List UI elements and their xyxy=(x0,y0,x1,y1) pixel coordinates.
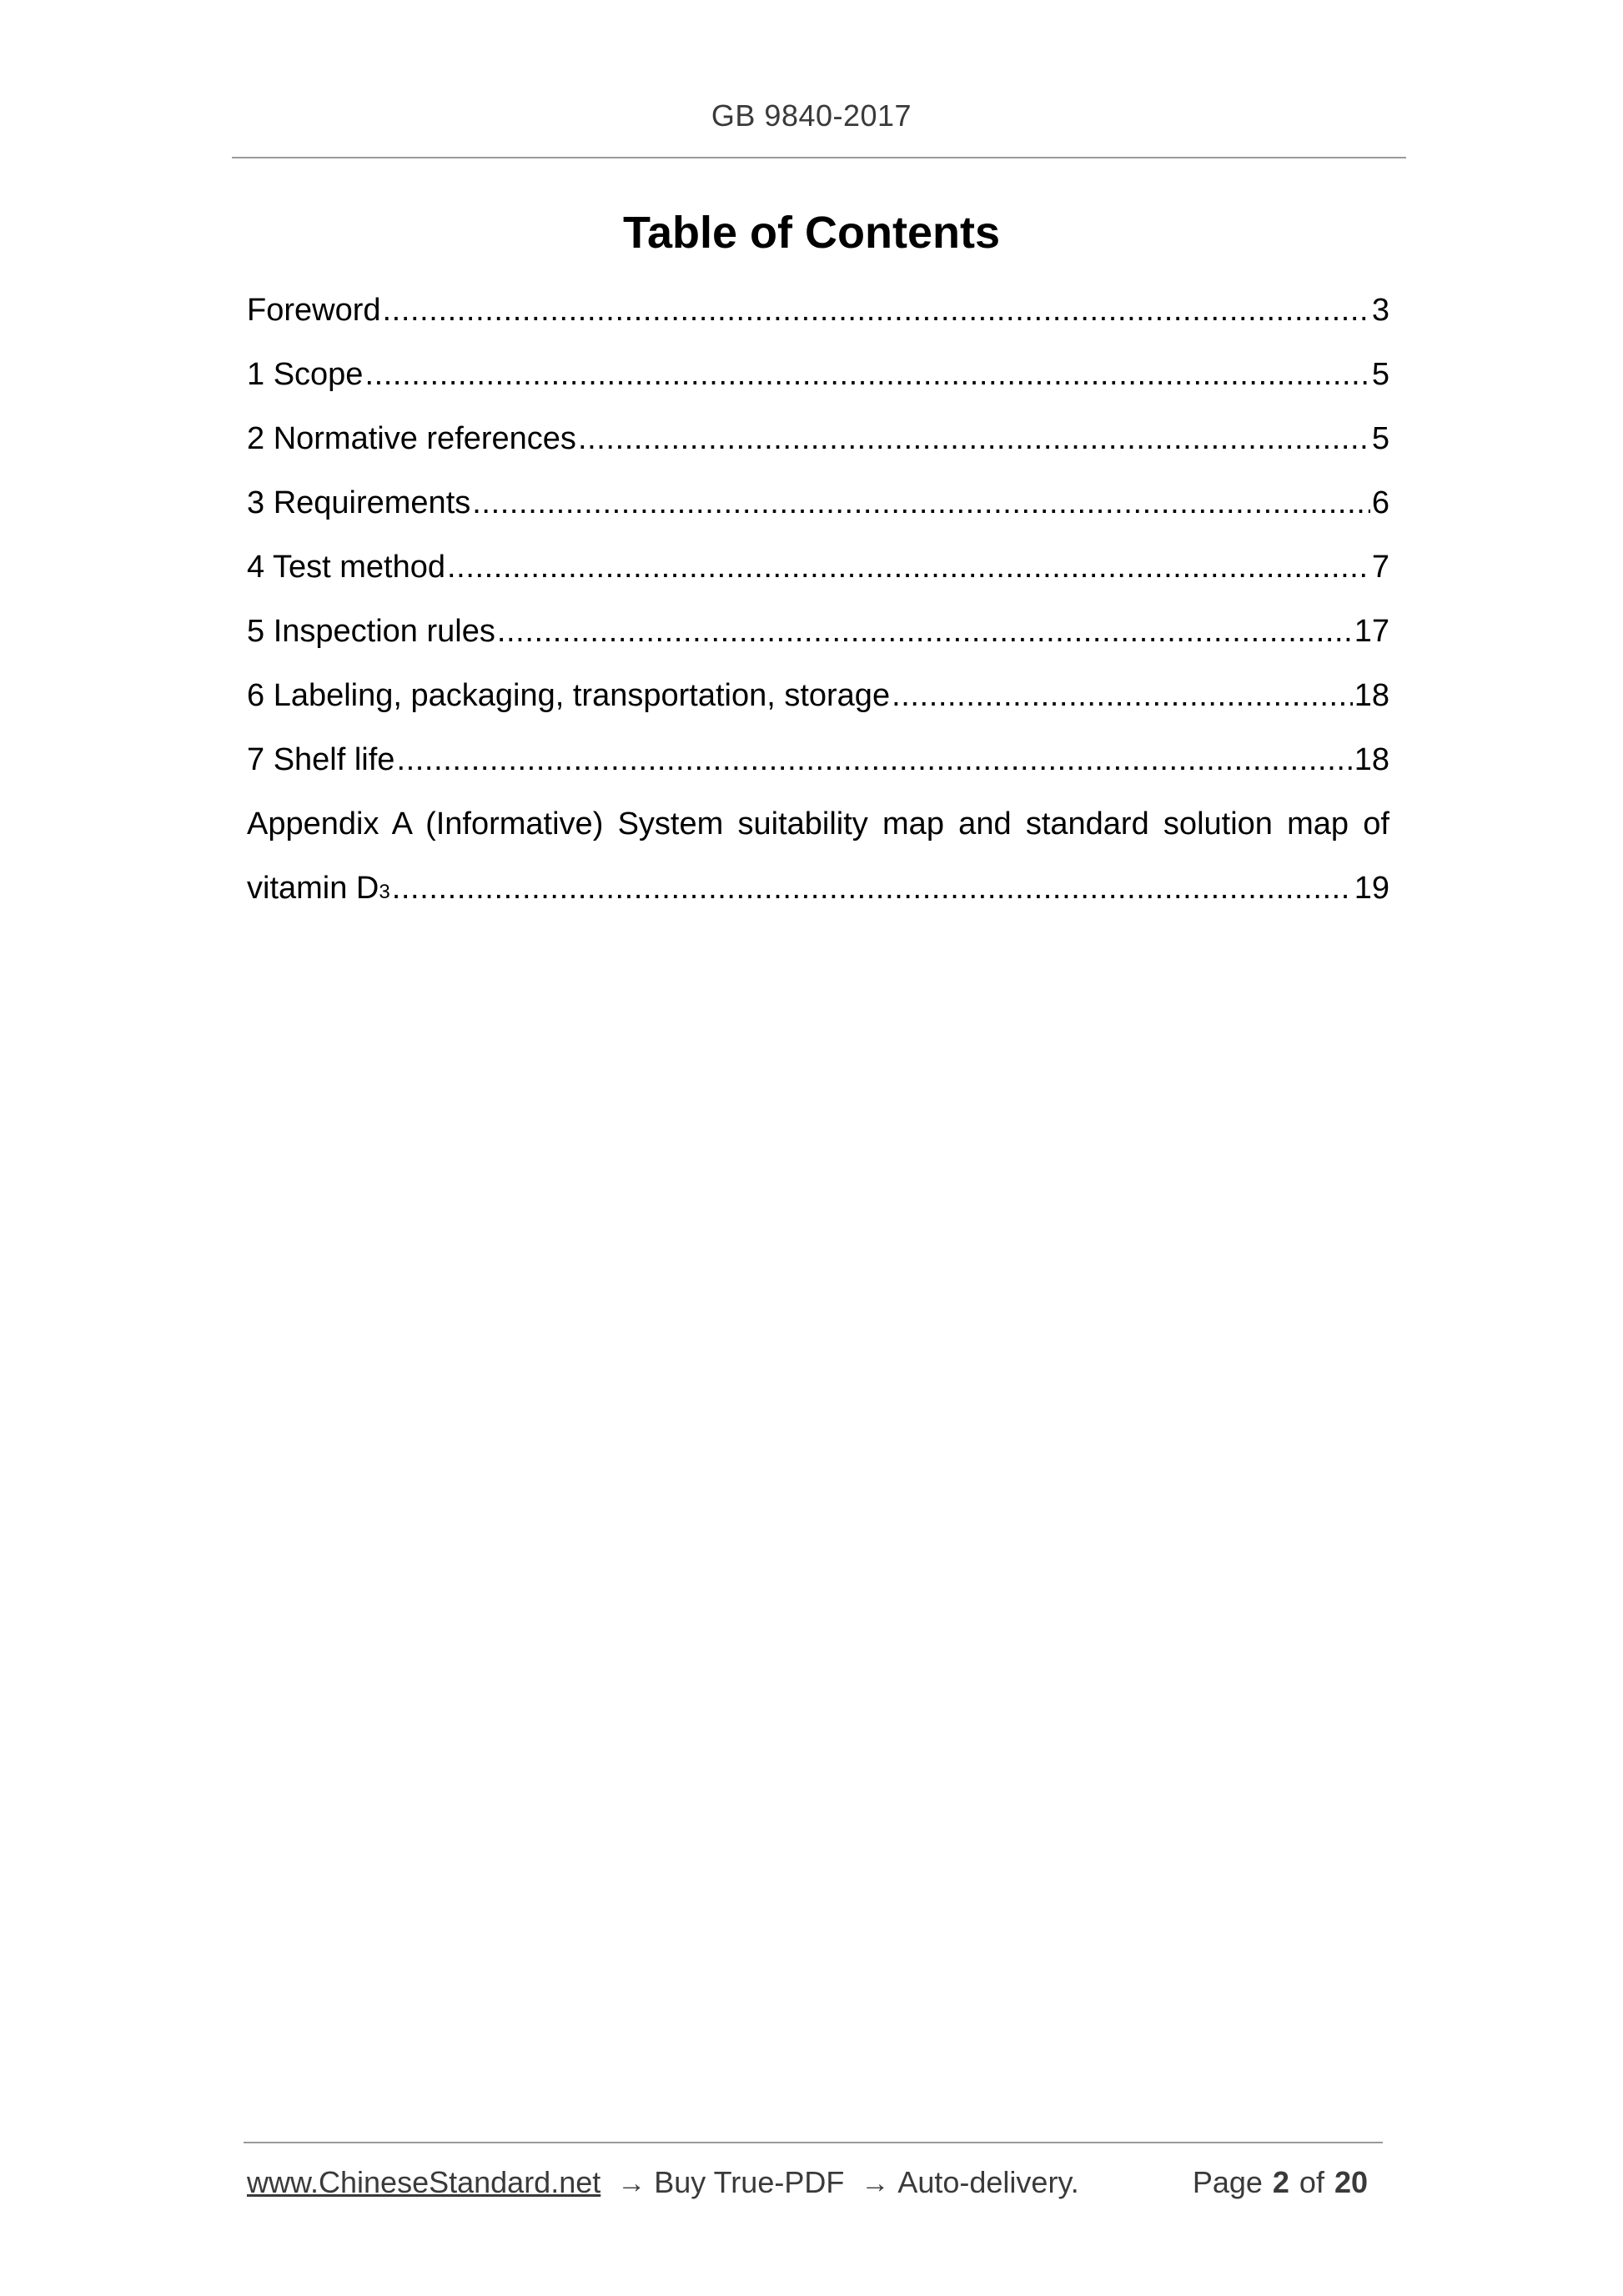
toc-dot-leader xyxy=(497,609,1353,654)
toc-entry-appendix-a[interactable] xyxy=(247,801,1389,930)
toc-entry-foreword[interactable] xyxy=(247,288,1389,352)
toc-entry-page: 6 xyxy=(1371,485,1389,520)
table-of-contents xyxy=(247,288,1389,930)
toc-entry-page: 7 xyxy=(1371,550,1389,585)
toc-entry-label: 5 Inspection rules xyxy=(247,614,495,649)
toc-dot-leader xyxy=(892,673,1353,718)
toc-dot-leader xyxy=(447,545,1370,590)
footer-divider xyxy=(244,2142,1383,2143)
toc-dot-leader xyxy=(472,480,1370,525)
toc-entry-requirements[interactable] xyxy=(247,480,1389,545)
toc-entry-page: 18 xyxy=(1354,742,1389,777)
toc-entry-page: 5 xyxy=(1371,357,1389,392)
toc-dot-leader xyxy=(364,352,1369,397)
toc-entry-label: 1 Scope xyxy=(247,357,364,392)
toc-entry-label: 6 Labeling, packaging, transportation, storage xyxy=(247,678,891,713)
toc-entry-scope[interactable] xyxy=(247,352,1389,416)
toc-entry-label: Appendix A (Informative) System suitability map and standard solution map of xyxy=(247,806,1389,842)
page-of-word: of xyxy=(1299,2165,1324,2199)
toc-entry-label: 7 Shelf life xyxy=(247,742,395,777)
current-page-number: 2 xyxy=(1272,2165,1289,2199)
page-number-indicator xyxy=(1193,2165,1378,2200)
toc-entry-shelf-life[interactable] xyxy=(247,737,1389,801)
toc-entry-label-text: vitamin D xyxy=(247,871,379,906)
toc-entry-page: 17 xyxy=(1354,614,1389,649)
page-word: Page xyxy=(1192,2165,1263,2199)
toc-entry-label-continued xyxy=(247,866,390,915)
toc-entry-page: 19 xyxy=(1354,871,1389,906)
document-id-header: GB 9840-2017 xyxy=(711,98,912,133)
toc-dot-leader xyxy=(578,416,1370,461)
toc-entry-page: 18 xyxy=(1354,678,1389,713)
toc-entry-page: 3 xyxy=(1371,293,1389,328)
toc-dot-leader xyxy=(396,737,1352,782)
toc-dot-leader xyxy=(392,866,1353,911)
toc-entry-page: 5 xyxy=(1371,421,1389,456)
right-arrow-icon: → xyxy=(617,2168,646,2199)
toc-entry-label: 3 Requirements xyxy=(247,485,471,520)
buy-true-pdf-text: Buy True-PDF xyxy=(654,2165,845,2199)
auto-delivery-text: Auto-delivery. xyxy=(897,2165,1079,2199)
page-footer xyxy=(247,2165,1381,2200)
toc-entry-label: 4 Test method xyxy=(247,550,446,585)
toc-title: Table of Contents xyxy=(623,208,1000,258)
total-page-count: 20 xyxy=(1334,2165,1368,2199)
toc-entry-label: 2 Normative references xyxy=(247,421,576,456)
toc-dot-leader xyxy=(383,288,1370,333)
toc-entry-normative-references[interactable] xyxy=(247,416,1389,480)
toc-entry-labeling-packaging[interactable] xyxy=(247,673,1389,737)
toc-entry-inspection-rules[interactable] xyxy=(247,609,1389,673)
toc-entry-label: Foreword xyxy=(247,293,381,328)
chinesestandard-link[interactable]: www.ChineseStandard.net xyxy=(247,2165,601,2199)
right-arrow-icon: → xyxy=(861,2168,890,2199)
header-divider xyxy=(232,157,1406,158)
subscript-3: 3 xyxy=(379,881,390,903)
toc-entry-test-method[interactable] xyxy=(247,545,1389,609)
